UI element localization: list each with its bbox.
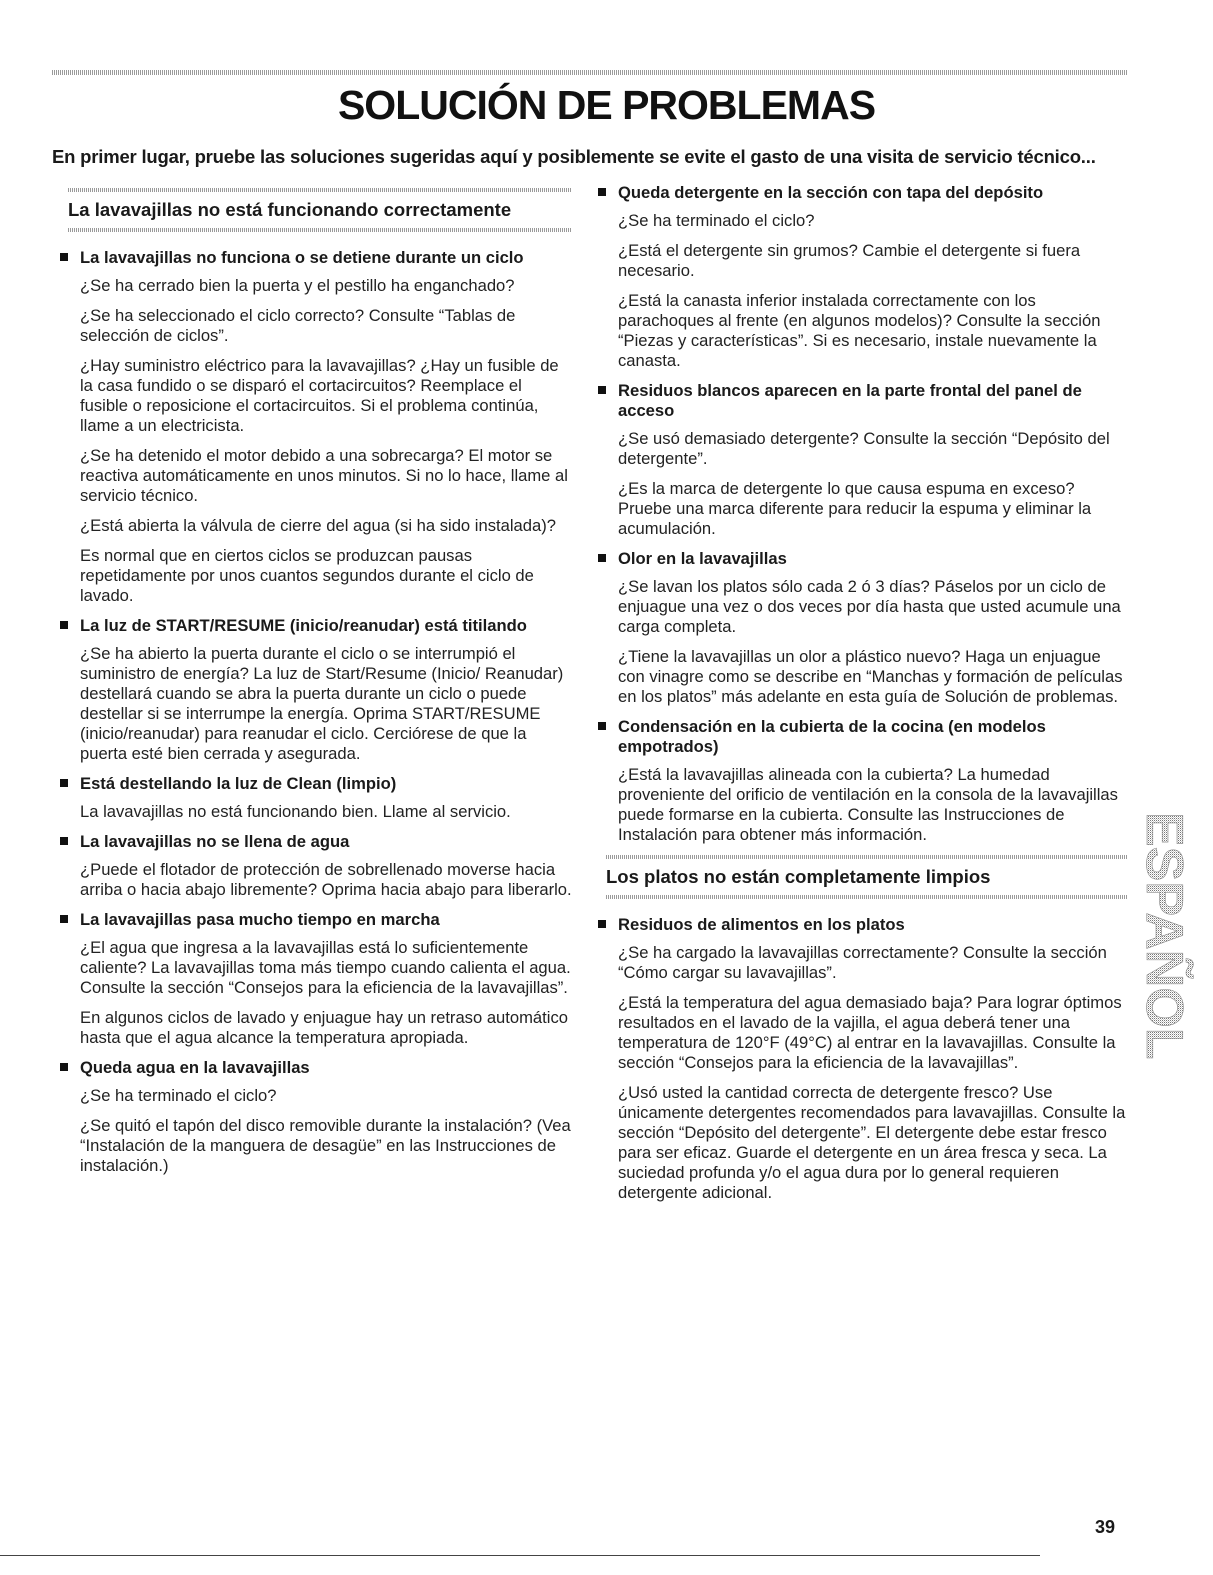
item-paragraph: ¿Puede el flotador de protección de sobrellenado moverse hacia arriba o hacia abajo libremente? Oprima hacia abajo para liberarlo. (80, 860, 572, 899)
item-title: Condensación en la cubierta de la cocina (en modelos empotrados) (618, 717, 1046, 756)
troubleshooting-item (60, 832, 572, 900)
bullet-icon (598, 188, 606, 196)
bullet-icon (60, 837, 68, 845)
troubleshooting-item (60, 248, 572, 606)
item-paragraph: ¿Está la temperatura del agua demasiado baja? Para lograr óptimos resultados en el lavado de la vajilla, el agua deberá tener una temperatura de 120°F (49°C) al entrar en la lavavajillas. Consulte la sección “Consejos para la eficiencia de la lavavajillas”. (618, 993, 1122, 1072)
item-title: Queda agua en la lavavajillas (80, 1058, 310, 1077)
troubleshooting-item (598, 717, 1128, 845)
troubleshooting-item (60, 910, 572, 1048)
section-items (598, 915, 1128, 1203)
page-number: 39 (1095, 1517, 1116, 1537)
dotted-rule (606, 855, 1128, 859)
item-paragraph: ¿Se quitó el tapón del disco removible durante la instalación? (Vea “Instalación de la manguera de desagüe” en las Instrucciones de instalación.) (80, 1116, 571, 1175)
top-dotted-rule (52, 70, 1127, 75)
section-heading: La lavavajillas no está funcionando correctamente (68, 199, 512, 220)
bullet-icon (60, 915, 68, 923)
item-title: Está destellando la luz de Clean (limpio) (80, 774, 397, 793)
bullet-icon (598, 554, 606, 562)
item-paragraph: ¿Se ha seleccionado el ciclo correcto? Consulte “Tablas de selección de ciclos”. (80, 306, 516, 345)
troubleshooting-item (598, 915, 1128, 1203)
item-paragraph: En algunos ciclos de lavado y enjuague hay un retraso automático hasta que el agua alcance la temperatura apropiada. (80, 1008, 568, 1047)
item-paragraph: ¿Se ha terminado el ciclo? (80, 1086, 277, 1105)
side-language-label-graphic (1125, 812, 1195, 1062)
troubleshooting-item (598, 549, 1128, 707)
bullet-icon (598, 386, 606, 394)
bullet-icon (60, 253, 68, 261)
bullet-icon (60, 621, 68, 629)
page-subtitle: En primer lugar, pruebe las soluciones sugeridas aquí y posiblemente se evite el gasto de una visita de servicio técnico... (52, 146, 1096, 167)
dotted-rule (606, 895, 1128, 899)
dotted-rule (68, 188, 572, 192)
troubleshooting-item (60, 616, 572, 764)
bullet-icon (60, 1063, 68, 1071)
section-header (598, 855, 1128, 899)
item-title: La lavavajillas no se llena de agua (80, 832, 350, 851)
item-paragraph: ¿Se ha cerrado bien la puerta y el pestillo ha enganchado? (80, 276, 515, 295)
item-paragraph: Es normal que en ciertos ciclos se produzcan pausas repetidamente por unos cuantos segundos durante el ciclo de lavado. (80, 546, 534, 605)
item-paragraph: ¿El agua que ingresa a la lavavajillas está lo suficientemente caliente? La lavavajillas toma más tiempo cuando calienta el agua. Consulte la sección “Consejos para la eficiencia de la lavavajillas”. (80, 938, 571, 997)
item-paragraph: ¿Está la canasta inferior instalada correctamente con los parachoques al frente (en algunos modelos)? Consulte la sección “Piezas y características”. Si es necesario, instale nuevamente la canasta. (618, 291, 1101, 370)
item-title: Residuos blancos aparecen en la parte frontal del panel de acceso (618, 381, 1082, 420)
item-paragraph: ¿Hay suministro eléctrico para la lavavajillas? ¿Hay un fusible de la casa fundido o se disparó el cortacircuitos? Reemplace el fusible o reposicione el cortacircuitos. Si el problema continúa, llame a un electricista. (80, 356, 559, 435)
item-title: Queda detergente en la sección con tapa del depósito (618, 183, 1044, 202)
page-title: SOLUCIÓN DE PROBLEMAS (337, 82, 876, 128)
item-paragraph: ¿Se ha detenido el motor debido a una sobrecarga? El motor se reactiva automáticamente en unos minutos. Si no lo hace, llame al servicio técnico. (80, 446, 568, 505)
item-paragraph: ¿Se lavan los platos sólo cada 2 ó 3 días? Páselos por un ciclo de enjuague una vez o dos veces por día hasta que usted acumule una carga completa. (618, 577, 1121, 636)
item-paragraph: ¿Está la lavavajillas alineada con la cubierta? La humedad proveniente del orificio de ventilación en la consola de la lavavajillas puede formarse en la cubierta. Consulte las Instrucciones de Instalación para obtener más información. (618, 765, 1118, 844)
section-items (60, 248, 572, 1176)
side-language-text: ESPAÑOL (1135, 812, 1193, 1060)
bullet-icon (598, 920, 606, 928)
left-column (60, 188, 572, 1186)
item-title: Residuos de alimentos en los platos (618, 915, 905, 934)
item-paragraph: ¿Está el detergente sin grumos? Cambie el detergente si fuera necesario. (618, 241, 1081, 280)
item-title: La lavavajillas no funciona o se detiene durante un ciclo (80, 248, 524, 267)
item-paragraph: ¿Usó usted la cantidad correcta de detergente fresco? Use únicamente detergentes recomendados para lavavajillas. Consulte la sección “Depósito del detergente”. El detergente debe estar fresco para ser eficaz. Guarde el detergente en un área fresca y seca. La suciedad profunda y/o el agua dura por lo general requieren detergente adicional. (618, 1083, 1126, 1202)
item-paragraph: La lavavajillas no está funcionando bien. Llame al servicio. (80, 802, 511, 821)
item-paragraph: ¿Es la marca de detergente lo que causa espuma en exceso? Pruebe una marca diferente para reducir la espuma y eliminar la acumulación. (618, 479, 1092, 538)
item-title: Olor en la lavavajillas (618, 549, 787, 568)
item-paragraph: ¿Se ha cargado la lavavajillas correctamente? Consulte la sección “Cómo cargar su lavavajillas”. (618, 943, 1107, 982)
troubleshooting-item (60, 1058, 572, 1176)
item-paragraph: ¿Está abierta la válvula de cierre del agua (si ha sido instalada)? (80, 516, 556, 535)
troubleshooting-item (598, 381, 1128, 539)
troubleshooting-item (60, 774, 572, 822)
item-title: La lavavajillas pasa mucho tiempo en marcha (80, 910, 440, 929)
section-items (598, 183, 1128, 845)
item-paragraph: ¿Se ha terminado el ciclo? (618, 211, 815, 230)
section-heading: Los platos no están completamente limpios (606, 866, 991, 887)
section-header (60, 188, 572, 232)
bottom-rule (0, 1555, 1040, 1556)
dotted-rule (68, 228, 572, 232)
item-paragraph: ¿Se ha abierto la puerta durante el ciclo o se interrumpió el suministro de energía? La luz de Start/Resume (Inicio/ Reanudar) destellará cuando se abra la puerta durante un ciclo o puede destellar si se interrumpe la energía. Oprima START/RESUME (inicio/reanudar) para reanudar el ciclo. Cerciórese de que la puerta esté bien cerrada y asegurada. (80, 644, 564, 763)
right-column (598, 183, 1128, 1213)
item-title: La luz de START/RESUME (inicio/reanudar) está titilando (80, 616, 527, 635)
troubleshooting-item (598, 183, 1128, 371)
bullet-icon (60, 779, 68, 787)
bullet-icon (598, 722, 606, 730)
item-paragraph: ¿Se usó demasiado detergente? Consulte la sección “Depósito del detergente”. (618, 429, 1110, 468)
side-language-tab (1125, 812, 1195, 1062)
item-paragraph: ¿Tiene la lavavajillas un olor a plástico nuevo? Haga un enjuague con vinagre como se describe en “Manchas y formación de películas en los platos” más adelante en esta guía de Solución de problemas. (618, 647, 1123, 706)
